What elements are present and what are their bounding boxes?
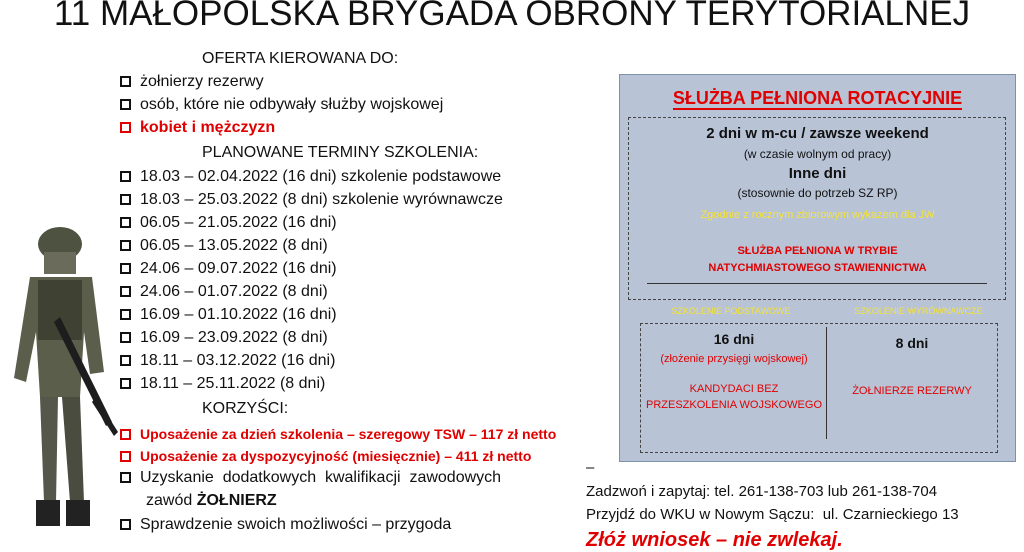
benefits-heading: KORZYŚCI: bbox=[202, 400, 289, 417]
checkbox-icon bbox=[120, 355, 131, 366]
checkbox-icon bbox=[120, 286, 131, 297]
offer-heading: OFERTA KIEROWANA DO: bbox=[202, 50, 399, 67]
list-item: 18.03 – 25.03.2022 (8 dni) szkolenie wyrównawcze bbox=[120, 189, 503, 211]
mode-weekend: 2 dni w m-cu / zawsze weekend bbox=[706, 125, 929, 142]
equalizing-training-label: SZKOLENIE WYRÓWNAWCZE bbox=[854, 306, 983, 316]
checkbox-icon bbox=[120, 240, 131, 251]
list-item: Sprawdzenie swoich możliwości – przygoda bbox=[120, 514, 451, 536]
basic-days: 16 dni bbox=[713, 331, 755, 347]
checkbox-icon bbox=[120, 519, 131, 530]
checkbox-icon bbox=[120, 122, 131, 133]
equalizing-target: ŻOŁNIERZE REZERWY bbox=[852, 385, 972, 397]
mode-weekend-note: (w czasie wolnym od pracy) bbox=[743, 147, 892, 161]
basic-note: (złożenie przysięgi wojskowej) bbox=[660, 353, 808, 365]
checkbox-icon bbox=[120, 99, 131, 110]
list-item: 06.05 – 21.05.2022 (16 dni) bbox=[120, 212, 337, 234]
divider bbox=[647, 283, 987, 284]
checkbox-icon bbox=[120, 451, 131, 462]
schedule-note: Zgodnie z rocznym zbiorowym wykazem dla JW bbox=[700, 209, 935, 221]
checkbox-icon bbox=[120, 472, 131, 483]
list-item: osób, które nie odbywały służby wojskowej bbox=[120, 94, 443, 116]
list-item: 24.06 – 01.07.2022 (8 dni) bbox=[120, 281, 328, 303]
mode-other-days: Inne dni bbox=[788, 165, 847, 182]
mode-other-note: (stosownie do potrzeb SZ RP) bbox=[737, 186, 898, 200]
checkbox-icon bbox=[120, 263, 131, 274]
checkbox-icon bbox=[120, 217, 131, 228]
list-item: Uzyskanie dodatkowych kwalifikacji zawodowych bbox=[120, 467, 501, 489]
equalizing-days: 8 dni bbox=[895, 335, 929, 351]
checkbox-icon bbox=[120, 76, 131, 87]
page-title: 11 MAŁOPOLSKA BRYGADA OBRONY TERYTORIALNEJ bbox=[53, 0, 971, 33]
list-item: 16.09 – 01.10.2022 (16 dni) bbox=[120, 304, 337, 326]
checkbox-icon bbox=[120, 171, 131, 182]
call-to-action: Złóż wniosek – nie zwlekaj. bbox=[586, 529, 843, 551]
list-item: 16.09 – 23.09.2022 (8 dni) bbox=[120, 327, 328, 349]
list-item: kobiet i mężczyzn bbox=[120, 117, 275, 139]
checkbox-icon bbox=[120, 378, 131, 389]
list-item: 18.03 – 02.04.2022 (16 dni) szkolenie podstawowe bbox=[120, 166, 501, 188]
list-item: Uposażenie za dzień szkolenia – szeregowy TSW – 117 zł netto bbox=[120, 423, 556, 445]
list-item: 06.05 – 13.05.2022 (8 dni) bbox=[120, 235, 328, 257]
panel-title: SŁUŻBA PEŁNIONA ROTACYJNIE bbox=[672, 88, 963, 108]
divider bbox=[826, 327, 827, 439]
checkbox-icon bbox=[120, 332, 131, 343]
readiness-line1: SŁUŻBA PEŁNIONA W TRYBIE bbox=[737, 245, 898, 257]
list-item: 24.06 – 09.07.2022 (16 dni) bbox=[120, 258, 337, 280]
basic-training-label: SZKOLENIE PODSTAWOWE bbox=[671, 306, 791, 316]
list-item: Uposażenie za dyspozycyjność (miesięcznie) – 411 zł netto bbox=[120, 445, 531, 467]
checkbox-icon bbox=[120, 429, 131, 440]
basic-target-line2: PRZESZKOLENIA WOJSKOWEGO bbox=[645, 399, 823, 411]
list-item: żołnierzy rezerwy bbox=[120, 71, 264, 93]
readiness-line2: NATYCHMIASTOWEGO STAWIENNICTWA bbox=[708, 262, 927, 274]
checkbox-icon bbox=[120, 194, 131, 205]
contact-address: Przyjdź do WKU w Nowym Sączu: ul. Czarnieckiego 13 bbox=[586, 506, 959, 523]
service-panel bbox=[619, 74, 1016, 462]
basic-target-line1: KANDYDACI BEZ bbox=[689, 383, 779, 395]
soldier-illustration bbox=[0, 222, 125, 534]
contact-phone: Zadzwoń i zapytaj: tel. 261-138-703 lub 261-138-704 bbox=[586, 483, 938, 500]
checkbox-icon bbox=[120, 309, 131, 320]
list-item: 18.11 – 03.12.2022 (16 dni) bbox=[120, 350, 335, 372]
list-item: 18.11 – 25.11.2022 (8 dni) bbox=[120, 373, 325, 395]
schedule-heading: PLANOWANE TERMINY SZKOLENIA: bbox=[202, 144, 479, 161]
contact-dash: – bbox=[586, 459, 595, 476]
list-item-continuation: zawód ŻOŁNIERZ bbox=[146, 492, 277, 509]
